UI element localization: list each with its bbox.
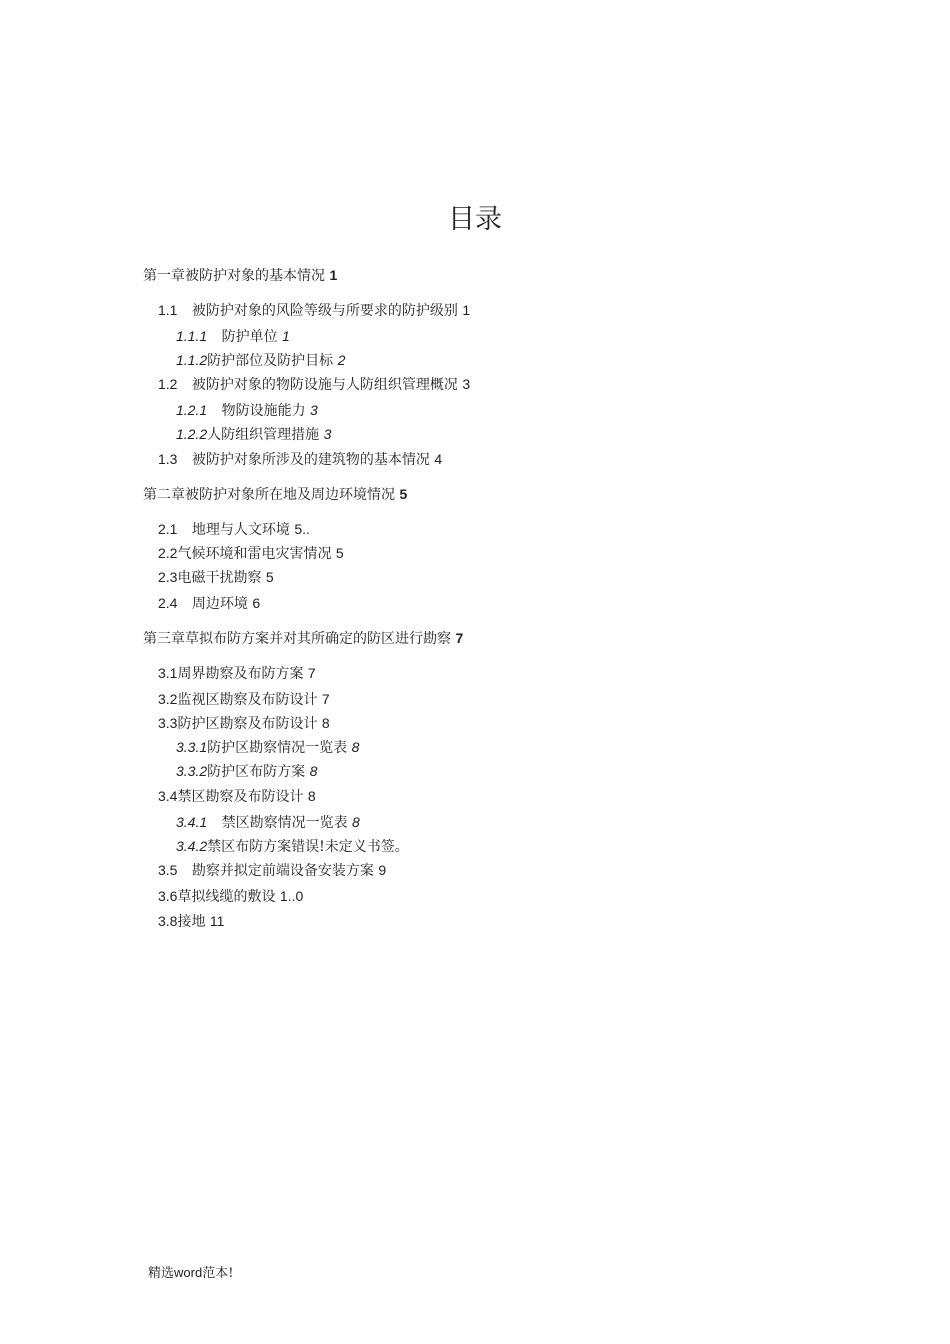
toc-page: 8: [309, 763, 318, 779]
page-footer: [148, 1264, 233, 1283]
toc-text: 防护区勘察情况一览表: [207, 740, 348, 756]
toc-number: 3.3.2: [176, 763, 208, 779]
toc-subsection-3-3-1[interactable]: [176, 737, 359, 758]
toc-page: 8: [321, 715, 330, 731]
toc-number: 3.4.1: [176, 814, 208, 830]
toc-text: 监视区勘察及布防设计: [177, 692, 318, 708]
toc-number: 2.4: [158, 595, 178, 611]
toc-text: 被防护对象的物防设施与人防组织管理概况: [191, 377, 458, 393]
toc-title: 目录: [448, 204, 502, 235]
toc-subsection-1-1-1[interactable]: [176, 326, 290, 347]
toc-chapter-1[interactable]: [143, 265, 337, 286]
toc-number: 3.5: [158, 862, 178, 878]
toc-number: 3.2: [158, 691, 178, 707]
toc-page: 7: [321, 691, 330, 707]
toc-number: 3.3: [158, 715, 178, 731]
toc-section-3-8[interactable]: [158, 911, 224, 932]
toc-text: 人防组织管理措施: [207, 427, 320, 443]
toc-section-2-1[interactable]: [158, 519, 310, 540]
toc-text: 禁区布防方案错误!未定义书签。: [207, 839, 409, 855]
toc-section-3-6[interactable]: [158, 886, 303, 907]
toc-section-1-2[interactable]: [158, 374, 470, 395]
toc-page: 1: [462, 302, 471, 318]
toc-page: 5: [265, 569, 274, 585]
toc-text: 防护单位: [221, 329, 278, 345]
toc-number: 3.3.1: [176, 739, 208, 755]
toc-page: 7: [307, 665, 316, 681]
toc-text: 电磁干扰勘察: [177, 570, 262, 586]
toc-number: 2.2: [158, 545, 178, 561]
toc-page: 4: [434, 451, 443, 467]
toc-page: 1: [329, 267, 338, 283]
toc-section-1-1[interactable]: [158, 300, 470, 321]
toc-subsection-3-4-2[interactable]: [176, 836, 409, 857]
toc-text: 周边环境: [191, 596, 248, 612]
toc-number: 2.3: [158, 569, 178, 585]
toc-page: 3: [462, 376, 471, 392]
toc-page: 6: [252, 595, 261, 611]
toc-text: 防护部位及防护目标: [207, 353, 334, 369]
toc-text: 禁区勘察及布防设计: [177, 789, 304, 805]
toc-page: 11: [209, 913, 225, 929]
toc-section-3-5[interactable]: [158, 860, 386, 881]
toc-text: 草拟线缆的敷设: [177, 889, 276, 905]
toc-text: 禁区勘察情况一览表: [221, 815, 348, 831]
toc-page: 8: [351, 739, 360, 755]
toc-number: 1.2: [158, 376, 178, 392]
toc-page: 3: [310, 402, 318, 418]
toc-page: 7: [455, 630, 464, 646]
toc-text: 物防设施能力: [221, 403, 306, 419]
toc-number: 3.6: [158, 888, 178, 904]
toc-number: 1.1.1: [176, 328, 208, 344]
toc-number: 1.1.2: [176, 352, 208, 368]
toc-subsection-3-3-2[interactable]: [176, 761, 317, 782]
toc-number: 3.8: [158, 913, 178, 929]
toc-text: 接地: [177, 914, 206, 930]
footer-text-post: 范本!: [202, 1266, 234, 1281]
toc-chapter-3[interactable]: [143, 628, 463, 649]
toc-page: 5: [399, 486, 408, 502]
toc-section-3-2[interactable]: [158, 689, 330, 710]
toc-number: 1.3: [158, 451, 178, 467]
toc-page: 8: [352, 814, 360, 830]
toc-text: 地理与人文环境: [191, 522, 290, 538]
toc-page: 8: [307, 788, 316, 804]
toc-text: 勘察并拟定前端设备安装方案: [191, 863, 374, 879]
toc-text: 第二章被防护对象所在地及周边环境情况: [143, 487, 395, 503]
toc-page: 3: [323, 426, 332, 442]
toc-section-3-1[interactable]: [158, 663, 316, 684]
toc-number: 1.2.2: [176, 426, 208, 442]
toc-page: 1..0: [279, 888, 304, 904]
toc-number: 2.1: [158, 521, 178, 537]
toc-number: 3.4.2: [176, 838, 208, 854]
toc-page: 5..: [294, 521, 310, 537]
toc-text: 周界勘察及布防方案: [177, 666, 304, 682]
toc-chapter-2[interactable]: [143, 484, 407, 505]
toc-page: 1: [282, 328, 290, 344]
toc-number: 1.1: [158, 302, 178, 318]
toc-section-3-4[interactable]: [158, 786, 316, 807]
toc-section-2-3[interactable]: [158, 567, 274, 588]
toc-text: 气候环境和雷电灾害情况: [177, 546, 332, 562]
footer-text-latin: word: [174, 1265, 203, 1280]
toc-text: 第一章被防护对象的基本情况: [143, 268, 325, 284]
toc-subsection-1-1-2[interactable]: [176, 350, 345, 371]
toc-page: 2: [337, 352, 346, 368]
toc-text: 第三章草拟布防方案并对其所确定的防区进行勘察: [143, 631, 451, 647]
toc-text: 防护区勘察及布防设计: [177, 716, 318, 732]
toc-section-2-2[interactable]: [158, 543, 344, 564]
toc-section-2-4[interactable]: [158, 593, 260, 614]
footer-text-pre: 精选: [148, 1266, 175, 1281]
toc-section-1-3[interactable]: [158, 449, 442, 470]
toc-page: 9: [378, 862, 387, 878]
toc-text: 被防护对象的风险等级与所要求的防护级别: [191, 303, 458, 319]
toc-number: 3.4: [158, 788, 178, 804]
toc-section-3-3[interactable]: [158, 713, 330, 734]
toc-subsection-1-2-1[interactable]: [176, 400, 318, 421]
toc-subsection-3-4-1[interactable]: [176, 812, 360, 833]
toc-text: 被防护对象所涉及的建筑物的基本情况: [191, 452, 430, 468]
toc-text: 防护区布防方案: [207, 764, 306, 780]
toc-page: 5: [335, 545, 344, 561]
toc-number: 1.2.1: [176, 402, 208, 418]
toc-number: 3.1: [158, 665, 178, 681]
toc-subsection-1-2-2[interactable]: [176, 424, 331, 445]
